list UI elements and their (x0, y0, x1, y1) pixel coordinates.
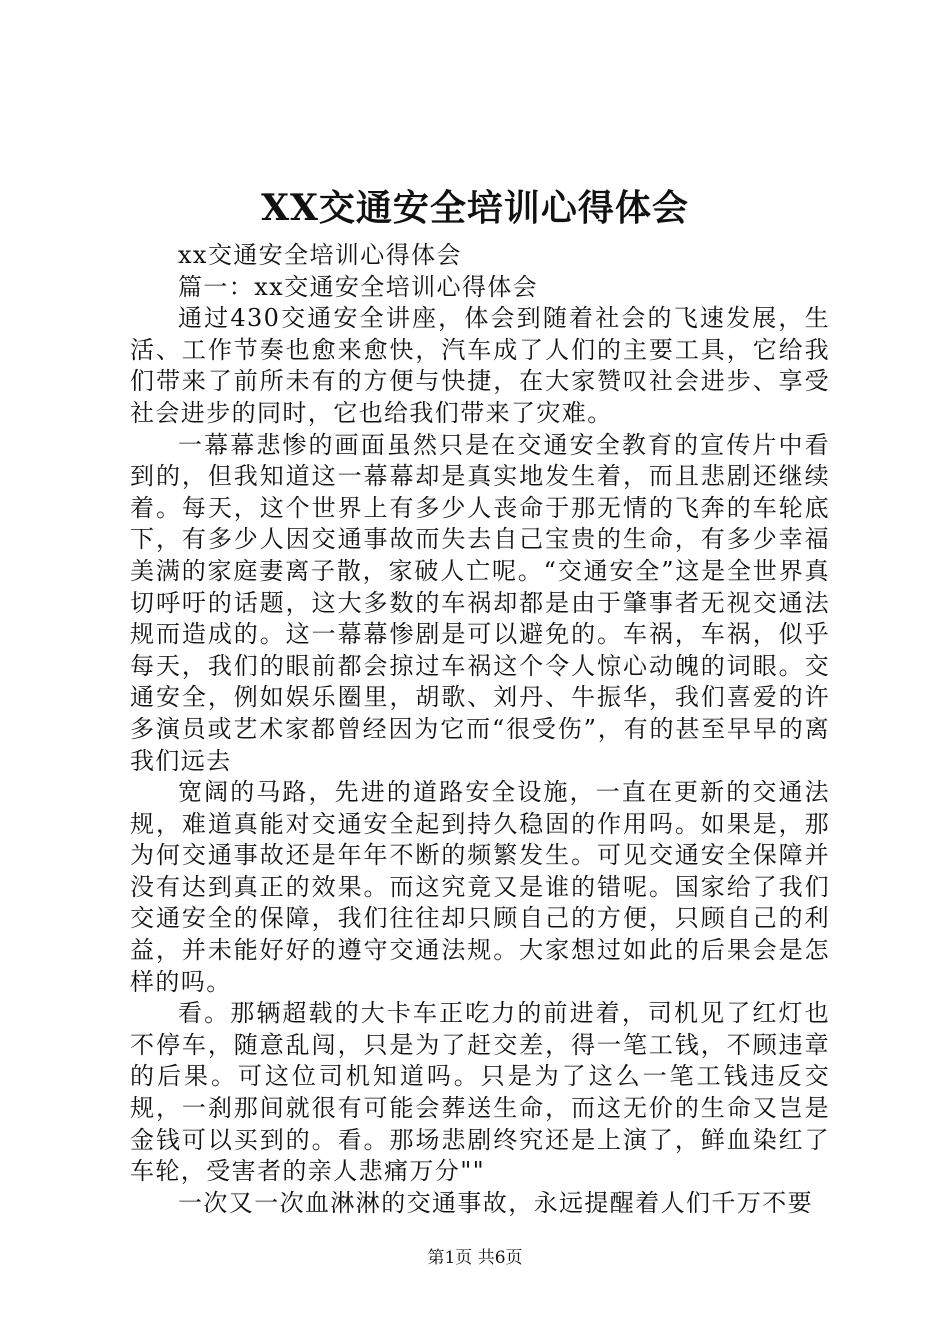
paragraph: 一次又一次血淋淋的交通事故，永远提醒着人们千万不要 (178, 1188, 813, 1217)
paragraph-chapter-heading: 篇一：xx交通安全培训心得体会 (178, 272, 539, 301)
paragraph: 一幕幕悲惨的画面虽然只是在交通安全教育的宣传片中看到的，但我知道这一幕幕却是真实地发生着，而且悲剧还继续着。每天，这个世界上有多少人丧命于那无情的飞奔的车轮底下，有多少人因交通事故而失去自己宝贵的生命，有多少幸福美满的家庭妻离子散，家破人亡呢。“交通安全”这是全世界真切呼吁的话题，这大多数的车祸却都是由于肇事者无视交通法规而造成的。这一幕幕惨剧是可以避免的。车祸，车祸，似乎每天，我们的眼前都会掠过车祸这个令人惊心动魄的词眼。交通安全，例如娱乐圈里，胡歌、刘丹、牛振华，我们喜爱的许多演员或艺术家都曾经因为它而“很受伤”，有的甚至早早的离我们远去 (130, 430, 830, 775)
page-indicator: 第1页 共6页 (427, 1248, 523, 1268)
page-footer (0, 1246, 950, 1270)
paragraph: 宽阔的马路，先进的道路安全设施，一直在更新的交通法规，难道真能对交通安全起到持久稳固的作用吗。如果是，那为何交通事故还是年年不断的频繁发生。可见交通安全保障并没有达到真正的效果。而这究竟又是谁的错呢。国家给了我们交通安全的保障，我们往往却只顾自己的方便，只顾自己的利益，并未能好好的遵守交通法规。大家想过如此的后果会是怎样的吗。 (130, 778, 830, 996)
paragraph: 通过430交通安全讲座，体会到随着社会的飞速发展，生活、工作节奏也愈来愈快，汽车成了人们的主要工具，它给我们带来了前所未有的方便与快捷，在大家赞叹社会进步、享受社会进步的同时，它也给我们带来了灾难。 (130, 304, 830, 427)
document-title: XX交通安全培训心得体会 (261, 187, 689, 229)
paragraph-subtitle: xx交通安全培训心得体会 (178, 241, 462, 269)
paragraph: 看。那辆超载的大卡车正吃力的前进着，司机见了红灯也不停车，随意乱闯，只是为了赶交差，得一笔工钱，不顾违章的后果。可这位司机知道吗。只是为了这么一笔工钱违反交规，一刹那间就很有可能会葬送生命，而这无价的生命又岂是金钱可以买到的。看。那场悲剧终究还是上演了，鲜血染红了车轮，受害者的亲人悲痛万分"" (130, 999, 830, 1186)
document-body (130, 240, 830, 1219)
